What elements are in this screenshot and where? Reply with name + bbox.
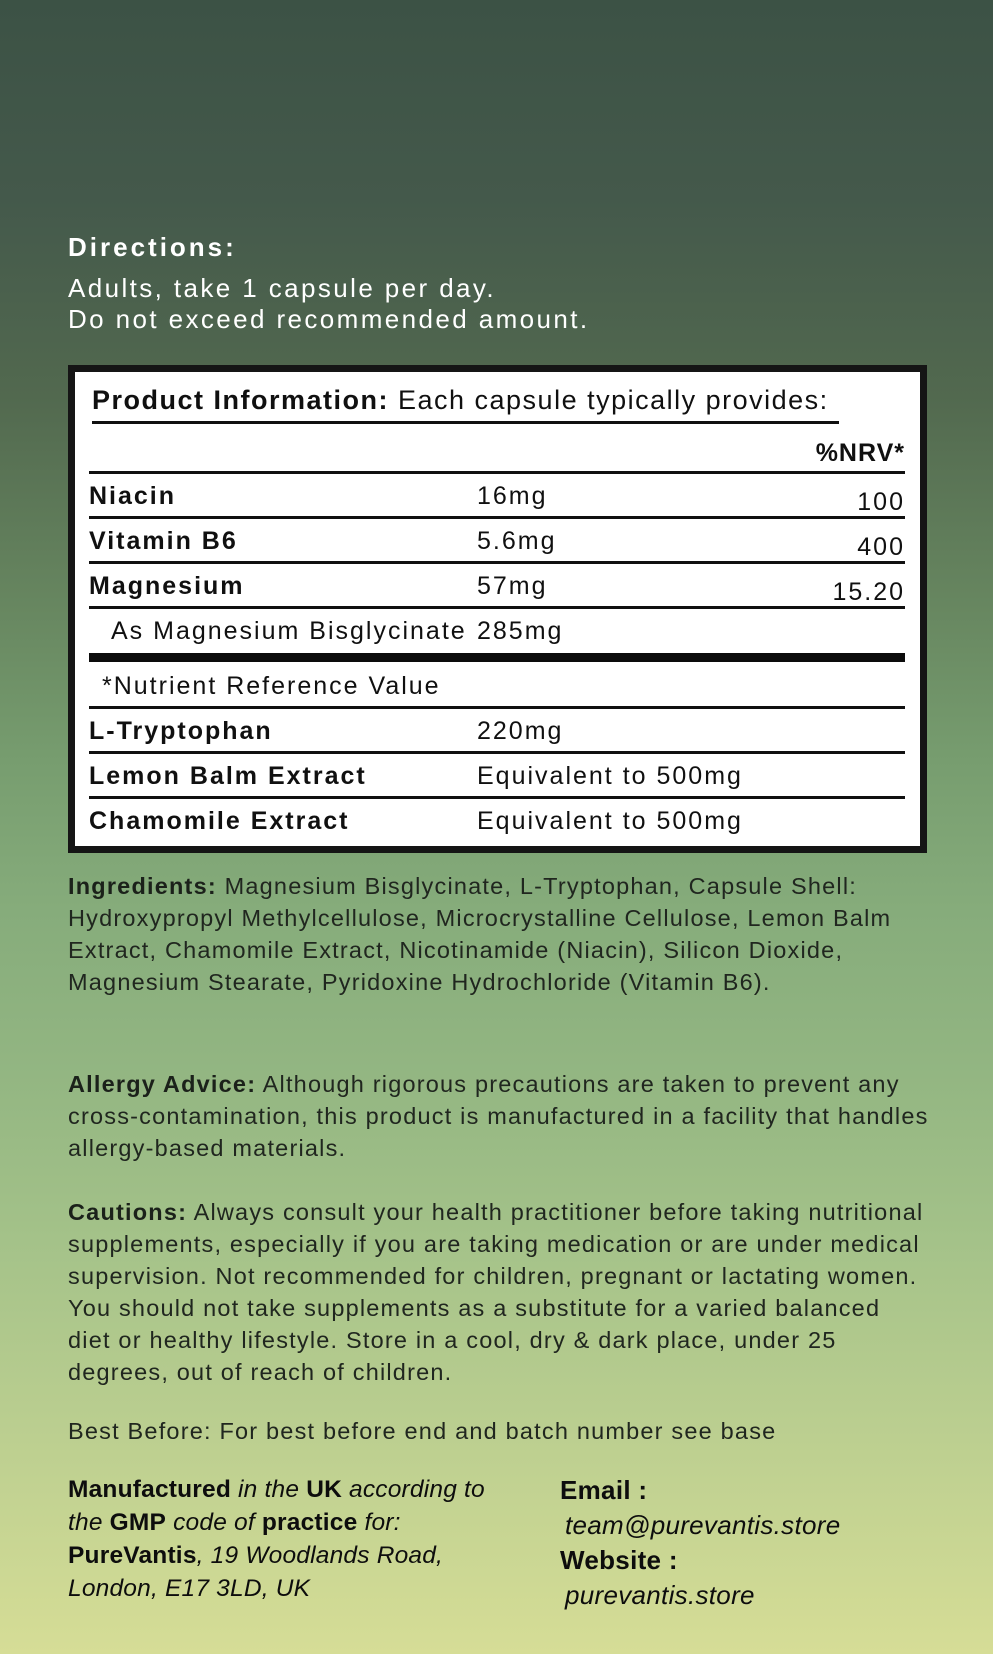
allergy-advice-section (68, 1068, 930, 1164)
nutrition-row (89, 519, 905, 561)
directions-line-1: Adults, take 1 capsule per day. (68, 273, 497, 303)
nutrient-nrv: 400 (857, 533, 905, 561)
nutrient-amount: Equivalent to 500mg (477, 807, 743, 835)
cautions-text: Always consult your health practitioner before taking nutritional supplements, especially if you are taking medication or are under medical supervision. Not recommended for children, pregnant or lactating women. You should not take supplements as a substitute for a varied balanced diet or healthy lifestyle. Store in a cool, dry & dark place, under 25 degrees, out of reach of children. (68, 1199, 924, 1385)
product-information-title-rest: Each capsule typically provides: (389, 385, 839, 424)
nutrient-name: *Nutrient Reference Value (102, 672, 441, 700)
website-label: Website : (560, 1545, 678, 1575)
nutrient-amount: 5.6mg (477, 527, 557, 555)
ingredients-text: Magnesium Bisglycinate, L-Tryptophan, Capsule Shell: Hydroxypropyl Methylcellulose, Microcrystalline Cellulose, Lemon Balm Extract, Chamomile Extract, Nicotinamide (Niacin), Silicon Dioxide, Magnesium Stearate, Pyridoxine Hydrochloride (Vitamin B6). (68, 873, 892, 995)
email-label: Email : (560, 1475, 648, 1505)
nutrition-row (89, 664, 905, 706)
manufacturer-line-4: London, E17 3LD, UK (68, 1575, 311, 1602)
allergy-advice-heading: Allergy Advice: (68, 1071, 257, 1097)
email-address: team@purevantis.store (565, 1510, 841, 1540)
manufacturer-block (68, 1473, 560, 1613)
product-information-title (89, 385, 905, 415)
nutrient-name: Niacin (89, 482, 177, 510)
product-information-title-bold: Product Information: (92, 385, 389, 424)
ingredients-heading: Ingredients: (68, 873, 217, 899)
directions-line-2: Do not exceed recommended amount. (68, 304, 590, 334)
nutrition-row (89, 474, 905, 516)
cautions-heading: Cautions: (68, 1199, 188, 1225)
nutrient-name: Magnesium (89, 572, 245, 600)
nutrient-nrv: 15.20 (832, 578, 905, 606)
nutrient-amount: 220mg (477, 717, 564, 745)
allergy-advice-text: Although rigorous precautions are taken to prevent any cross-contamination, this product is manufactured in a facility that handles allergy-based materials. (68, 1071, 929, 1161)
nutrition-row (89, 609, 905, 651)
ingredients-section (68, 870, 930, 998)
nutrient-amount: 57mg (477, 572, 548, 600)
manufacturer-line-2: the GMP code of practice for: (68, 1509, 401, 1536)
nutrition-row (89, 754, 905, 796)
nutrient-name: Chamomile Extract (89, 807, 350, 835)
nutrition-rows (89, 474, 905, 841)
nutrition-row (89, 564, 905, 606)
contact-block (560, 1473, 840, 1613)
nutrient-name: L-Tryptophan (89, 717, 273, 745)
row-divider (89, 653, 905, 662)
manufacturer-line-3: PureVantis, 19 Woodlands Road, (68, 1542, 444, 1569)
nutrient-nrv: 100 (857, 488, 905, 516)
best-before-line: Best Before: For best before end and batch number see base (68, 1418, 777, 1444)
website-address: purevantis.store (565, 1580, 755, 1610)
nutrient-amount: 16mg (477, 482, 548, 510)
manufacturer-line-1: Manufactured in the UK according to (68, 1476, 485, 1503)
directions-section (68, 0, 933, 335)
nutrient-name: Vitamin B6 (89, 527, 238, 555)
nrv-column-header: %NRV* (89, 439, 905, 474)
nutrient-amount: Equivalent to 500mg (477, 762, 743, 790)
directions-heading: Directions: (68, 232, 237, 262)
footer (68, 1473, 933, 1613)
cautions-section (68, 1196, 930, 1388)
nutrient-name: Lemon Balm Extract (89, 762, 367, 790)
product-information-panel (68, 365, 927, 853)
nutrient-name: As Magnesium Bisglycinate (111, 617, 467, 645)
nutrition-row (89, 799, 905, 841)
nutrition-row (89, 709, 905, 751)
nutrient-amount: 285mg (477, 617, 564, 645)
